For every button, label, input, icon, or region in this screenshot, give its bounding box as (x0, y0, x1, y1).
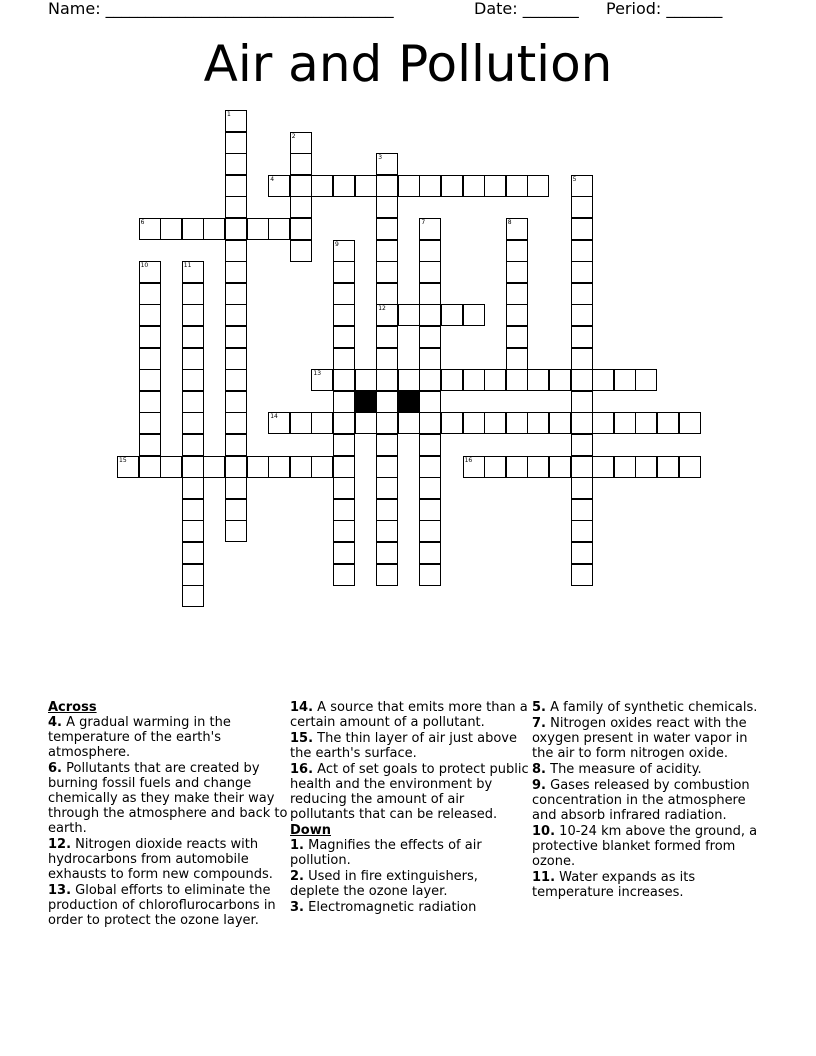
grid-cell[interactable] (635, 412, 657, 434)
grid-cell[interactable] (182, 456, 204, 478)
grid-cell[interactable] (225, 434, 247, 456)
grid-cell[interactable] (290, 456, 312, 478)
grid-cell[interactable] (225, 110, 247, 132)
clue-down-10: 10. 10-24 km above the ground, a protective blanket formed from ozone. (532, 824, 758, 869)
grid-cell[interactable] (441, 412, 463, 434)
grid-cell[interactable] (290, 240, 312, 262)
grid-cell[interactable] (160, 218, 182, 240)
grid-cell[interactable] (311, 369, 333, 391)
grid-cell[interactable] (571, 196, 593, 218)
grid-cell[interactable] (376, 240, 398, 262)
grid-cell[interactable] (225, 412, 247, 434)
grid-cell[interactable] (333, 326, 355, 348)
grid-cell[interactable] (268, 412, 290, 434)
grid-cell[interactable] (182, 434, 204, 456)
clues-column-3 (532, 700, 772, 901)
clues-column-1 (48, 700, 288, 929)
grid-cell[interactable] (376, 326, 398, 348)
grid-cell[interactable] (506, 304, 528, 326)
grid-cell[interactable] (571, 218, 593, 240)
grid-cell[interactable] (527, 369, 549, 391)
grid-cell[interactable] (549, 369, 571, 391)
grid-cell[interactable] (333, 477, 355, 499)
clue-down-11: 11. Water expands as its temperature increases. (532, 870, 696, 900)
grid-cell[interactable] (376, 175, 398, 197)
grid-cell[interactable] (571, 434, 593, 456)
grid-cell[interactable] (635, 456, 657, 478)
grid-cell[interactable] (268, 175, 290, 197)
grid-cell[interactable] (441, 369, 463, 391)
grid-cell[interactable] (333, 412, 355, 434)
grid-cell[interactable] (419, 499, 441, 521)
grid-cell[interactable] (225, 175, 247, 197)
down-heading: Down (290, 823, 331, 838)
grid-cell[interactable] (506, 369, 528, 391)
grid-cell[interactable] (571, 499, 593, 521)
grid-cell[interactable] (311, 456, 333, 478)
grid-cell[interactable] (376, 434, 398, 456)
grid-cell[interactable] (268, 218, 290, 240)
name-field[interactable]: Name: ____________________________________ (48, 0, 394, 18)
grid-cell[interactable] (182, 283, 204, 305)
clue-number-4: 4 (270, 175, 275, 183)
grid-cell[interactable] (571, 564, 593, 586)
grid-cell[interactable] (549, 412, 571, 434)
clue-number-10: 10 (140, 262, 149, 270)
clue-number-16: 16 (464, 456, 473, 464)
grid-cell[interactable] (592, 369, 614, 391)
grid-cell[interactable] (571, 520, 593, 542)
grid-cell[interactable] (376, 412, 398, 434)
clue-number-15: 15 (119, 456, 127, 464)
grid-cell[interactable] (506, 412, 528, 434)
grid-cell[interactable] (571, 261, 593, 283)
grid-cell[interactable] (225, 240, 247, 262)
page-title: Air and Pollution (203, 35, 613, 93)
grid-cell[interactable] (441, 304, 463, 326)
grid-cell[interactable] (376, 261, 398, 283)
clue-across-14: 14. A source that emits more than a certain amount of a pollutant. (290, 700, 528, 730)
clue-number-8: 8 (507, 219, 512, 226)
grid-cell[interactable] (268, 456, 290, 478)
grid-cell[interactable] (592, 412, 614, 434)
grid-cell[interactable] (463, 175, 485, 197)
grid-cell[interactable] (463, 304, 485, 326)
grid-cell[interactable] (139, 412, 161, 434)
grid-cell[interactable] (333, 261, 355, 283)
grid-cell[interactable] (679, 456, 701, 478)
clue-across-16: 16. Act of set goals to protect public health and the environment by reducing the amount of air pollutants that can be released. (290, 762, 529, 822)
grid-cell[interactable] (376, 283, 398, 305)
grid-cell[interactable] (398, 304, 420, 326)
grid-cell[interactable] (160, 456, 182, 478)
clue-across-4: 4. A gradual warming in the temperature of the earth's atmosphere. (48, 715, 231, 760)
grid-cell[interactable] (333, 283, 355, 305)
clues-column-2 (290, 700, 530, 916)
grid-cell[interactable] (225, 196, 247, 218)
clue-number-14: 14 (270, 413, 278, 421)
grid-cell[interactable] (203, 218, 225, 240)
grid-cell[interactable] (333, 304, 355, 326)
clue-down-5: 5. A family of synthetic chemicals. (532, 700, 758, 715)
clue-number-11: 11 (183, 262, 192, 270)
grid-cell[interactable] (376, 564, 398, 586)
grid-cell[interactable] (506, 283, 528, 305)
clue-across-12: 12. Nitrogen dioxide reacts with hydrocarbons from automobile exhausts to form new compounds. (48, 837, 273, 882)
grid-cell[interactable] (182, 477, 204, 499)
grid-cell[interactable] (139, 304, 161, 326)
grid-cell[interactable] (571, 240, 593, 262)
grid-cell[interactable] (225, 456, 247, 478)
grid-cell[interactable] (311, 412, 333, 434)
grid-cell[interactable] (182, 564, 204, 586)
grid-cell[interactable] (376, 391, 398, 413)
grid-cell[interactable] (419, 412, 441, 434)
grid-cell[interactable] (571, 283, 593, 305)
grid-cell[interactable] (182, 499, 204, 521)
grid-cell[interactable] (419, 218, 441, 240)
grid-cell[interactable] (376, 499, 398, 521)
grid-cell[interactable] (419, 456, 441, 478)
grid-cell[interactable] (182, 391, 204, 413)
clue-number-6: 6 (140, 219, 145, 226)
grid-cell[interactable] (225, 283, 247, 305)
grid-cell[interactable] (139, 218, 161, 240)
grid-cell[interactable] (182, 304, 204, 326)
grid-cell[interactable] (571, 542, 593, 564)
grid-cell[interactable] (419, 348, 441, 370)
clue-number-13: 13 (313, 370, 322, 378)
grid-cell[interactable] (355, 369, 377, 391)
grid-cell[interactable] (139, 283, 161, 305)
grid-cell[interactable] (139, 348, 161, 370)
grid-cell[interactable] (419, 564, 441, 586)
grid-cell[interactable] (376, 456, 398, 478)
grid-cell[interactable] (182, 369, 204, 391)
clue-number-12: 12 (378, 305, 386, 313)
grid-cell[interactable] (506, 456, 528, 478)
grid-cell[interactable] (225, 218, 247, 240)
grid-cell[interactable] (657, 456, 679, 478)
clue-across-6: 6. Pollutants that are created by burning fossil fuels and change chemically as they make their way through the atmosphere and back to earth. (48, 761, 288, 836)
grid-cell[interactable] (527, 175, 549, 197)
grid-cell[interactable] (614, 456, 636, 478)
grid-cell[interactable] (419, 434, 441, 456)
grid-cell[interactable] (571, 369, 593, 391)
grid-cell[interactable] (398, 369, 420, 391)
grid-cell[interactable] (290, 175, 312, 197)
grid-cell[interactable] (419, 520, 441, 542)
grid-cell[interactable] (376, 348, 398, 370)
clue-number-1: 1 (227, 111, 231, 118)
grid-cell[interactable] (355, 412, 377, 434)
grid-cell[interactable] (225, 348, 247, 370)
clue-across-15: 15. The thin layer of air just above the earth's surface. (290, 731, 517, 761)
grid-cell[interactable] (182, 412, 204, 434)
grid-cell[interactable] (333, 520, 355, 542)
grid-cell[interactable] (506, 240, 528, 262)
grid-cell[interactable] (571, 304, 593, 326)
clue-down-1: 1. Magnifies the effects of air pollution. (290, 838, 482, 868)
grid-cell[interactable] (463, 369, 485, 391)
grid-cell[interactable] (182, 542, 204, 564)
grid-cell[interactable] (139, 261, 161, 283)
grid-cell[interactable] (376, 218, 398, 240)
grid-cell[interactable] (225, 153, 247, 175)
grid-cell[interactable] (657, 412, 679, 434)
grid-cell[interactable] (333, 240, 355, 262)
clue-down-7: 7. Nitrogen oxides react with the oxygen present in water vapor in the air to form nitrogen oxide. (532, 716, 748, 761)
grid-cell[interactable] (139, 326, 161, 348)
grid-cell[interactable] (398, 175, 420, 197)
grid-cell[interactable] (484, 175, 506, 197)
clue-number-7: 7 (421, 219, 426, 226)
grid-cell[interactable] (419, 326, 441, 348)
grid-cell[interactable] (333, 348, 355, 370)
grid-cell[interactable] (225, 132, 247, 154)
grid-cell[interactable] (182, 585, 204, 607)
grid-cell[interactable] (247, 456, 269, 478)
grid-cell[interactable] (139, 391, 161, 413)
grid-cell[interactable] (290, 412, 312, 434)
grid-cell[interactable] (182, 520, 204, 542)
grid-cell[interactable] (571, 477, 593, 499)
grid-cell[interactable] (571, 412, 593, 434)
grid-cell[interactable] (376, 542, 398, 564)
grid-cell[interactable] (333, 499, 355, 521)
grid-cell[interactable] (225, 304, 247, 326)
clue-number-9: 9 (335, 240, 339, 248)
grid-cell[interactable] (571, 326, 593, 348)
grid-cell[interactable] (484, 369, 506, 391)
grid-cell[interactable] (117, 456, 139, 478)
grid-cell[interactable] (506, 218, 528, 240)
across-heading: Across (48, 700, 97, 715)
grid-cell[interactable] (571, 456, 593, 478)
grid-cell[interactable] (484, 412, 506, 434)
grid-cell[interactable] (463, 456, 485, 478)
grid-cell[interactable] (506, 175, 528, 197)
grid-cell[interactable] (225, 520, 247, 542)
grid-cell[interactable] (182, 218, 204, 240)
grid-cell[interactable] (635, 369, 657, 391)
grid-cell[interactable] (225, 369, 247, 391)
grid-cell[interactable] (225, 261, 247, 283)
grid-cell[interactable] (182, 326, 204, 348)
grid-cell[interactable] (527, 412, 549, 434)
grid-cell[interactable] (549, 456, 571, 478)
grid-cell[interactable] (333, 542, 355, 564)
grid-cell[interactable] (376, 477, 398, 499)
grid-cell[interactable] (398, 412, 420, 434)
grid-cell[interactable] (419, 477, 441, 499)
grid-cell[interactable] (355, 175, 377, 197)
grid-cell[interactable] (376, 153, 398, 175)
grid-cell[interactable] (290, 196, 312, 218)
grid-cell[interactable] (139, 434, 161, 456)
period-field[interactable]: Period: _______ (606, 0, 723, 18)
grid-cell[interactable] (203, 456, 225, 478)
grid-cell[interactable] (506, 261, 528, 283)
grid-cell[interactable] (225, 477, 247, 499)
grid-cell[interactable] (419, 261, 441, 283)
grid-cell[interactable] (376, 520, 398, 542)
grid-cell[interactable] (333, 175, 355, 197)
grid-cell[interactable] (571, 175, 593, 197)
clue-down-9: 9. Gases released by combustion concentration in the atmosphere and absorb infrared radiation. (532, 778, 750, 823)
clue-number-5: 5 (572, 175, 577, 183)
grid-cell[interactable] (419, 175, 441, 197)
grid-cell[interactable] (441, 175, 463, 197)
grid-cell[interactable] (247, 218, 269, 240)
clue-down-8: 8. The measure of acidity. (532, 762, 702, 777)
grid-cell[interactable] (182, 348, 204, 370)
grid-cell[interactable] (333, 391, 355, 413)
grid-cell[interactable] (333, 434, 355, 456)
grid-cell[interactable] (290, 132, 312, 154)
grid-cell[interactable] (376, 369, 398, 391)
black-cell (398, 391, 420, 413)
clue-down-3: 3. Electromagnetic radiation (290, 900, 477, 915)
grid-cell[interactable] (225, 326, 247, 348)
grid-cell[interactable] (592, 456, 614, 478)
grid-cell[interactable] (139, 369, 161, 391)
grid-cell[interactable] (484, 456, 506, 478)
grid-cell[interactable] (333, 369, 355, 391)
grid-cell[interactable] (376, 196, 398, 218)
grid-cell[interactable] (506, 326, 528, 348)
grid-cell[interactable] (419, 304, 441, 326)
grid-cell[interactable] (376, 304, 398, 326)
clue-down-2: 2. Used in fire extinguishers, deplete the ozone layer. (290, 869, 478, 899)
grid-cell[interactable] (614, 369, 636, 391)
grid-cell[interactable] (419, 283, 441, 305)
grid-cell[interactable] (225, 391, 247, 413)
grid-cell[interactable] (419, 369, 441, 391)
worksheet-header (0, 0, 816, 24)
grid-cell[interactable] (290, 218, 312, 240)
grid-cell[interactable] (225, 499, 247, 521)
grid-cell[interactable] (571, 348, 593, 370)
grid-cell[interactable] (614, 412, 636, 434)
grid-cell[interactable] (419, 240, 441, 262)
grid-cell[interactable] (419, 391, 441, 413)
grid-cell[interactable] (571, 391, 593, 413)
grid-cell[interactable] (419, 542, 441, 564)
grid-cell[interactable] (527, 456, 549, 478)
clue-number-2: 2 (291, 132, 296, 140)
grid-cell[interactable] (290, 153, 312, 175)
grid-cell[interactable] (333, 564, 355, 586)
clue-across-13: 13. Global efforts to eliminate the production of chloroflurocarbons in order to protect the ozone layer. (48, 883, 276, 928)
grid-cell[interactable] (311, 175, 333, 197)
clue-number-3: 3 (378, 154, 383, 162)
grid-cell[interactable] (506, 348, 528, 370)
grid-cell[interactable] (333, 456, 355, 478)
black-cell (355, 391, 377, 413)
grid-cell[interactable] (463, 412, 485, 434)
grid-cell[interactable] (139, 456, 161, 478)
grid-cell[interactable] (182, 261, 204, 283)
grid-cell[interactable] (679, 412, 701, 434)
date-field[interactable]: Date: _______ (474, 0, 579, 18)
